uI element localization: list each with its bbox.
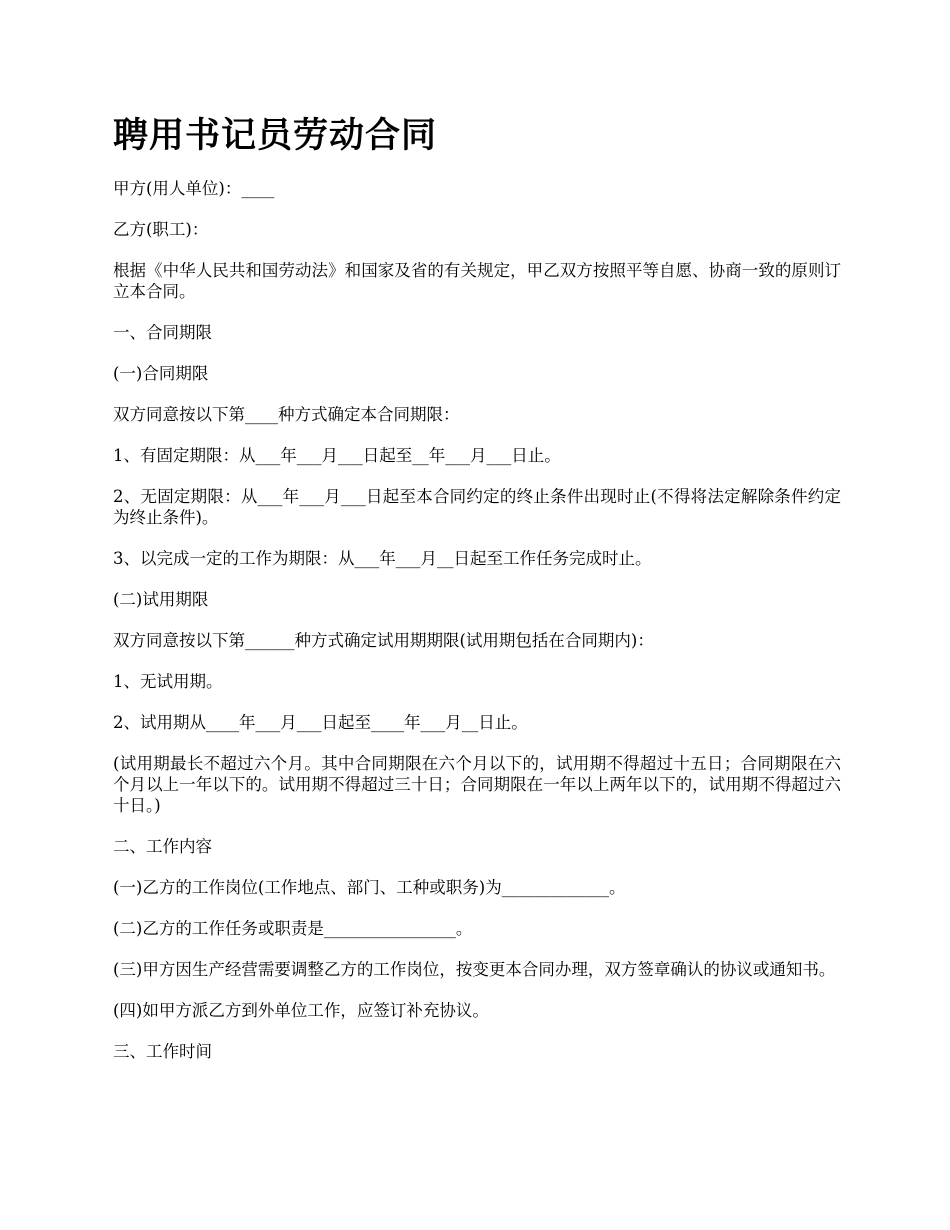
no-probation-option: 1、无试用期。: [113, 672, 223, 691]
section-heading-contract-term: 一、合同期限: [113, 323, 212, 342]
probation-period-option: 2、试用期从____年___月___日起至____年___月__日止。: [113, 713, 528, 732]
external-assignment-line: (四)如甲方派乙方到外单位工作，应签订补充协议。: [113, 1001, 489, 1020]
preamble-paragraph: 根据《中华人民共和国劳动法》和国家及省的有关规定，甲乙双方按照平等自愿、协商一致的原则订立本合同。: [113, 261, 841, 301]
task-based-term-option: 3、以完成一定的工作为期限：从___年___月__日起至工作任务完成时止。: [113, 549, 652, 568]
fixed-term-option: 1、有固定期限：从___年___月___日起至__年___月___日止。: [113, 446, 561, 465]
probation-method-line: 双方同意按以下第______种方式确定试用期期限(试用期包括在合同期内)：: [113, 631, 654, 650]
position-adjustment-paragraph: (三)甲方因生产经营需要调整乙方的工作岗位，按变更本合同办理，双方签章确认的协议或通知书。: [113, 960, 836, 979]
open-ended-term-option: 2、无固定期限：从___年___月___日起至本合同约定的终止条件出现时止(不得将法定解除条件约定为终止条件)。: [113, 487, 841, 527]
document-title: 聘用书记员劳动合同: [113, 115, 438, 156]
probation-note-paragraph: (试用期最长不超过六个月。其中合同期限在六个月以下的，试用期不得超过十五日；合同期限在六个月以上一年以下的。试用期不得超过三十日；合同期限在一年以上两年以下的，试用期不得超过六十日。): [113, 754, 841, 815]
work-duties-line: (二)乙方的工作任务或职责是________________。: [113, 919, 473, 938]
section-heading-work-content: 二、工作内容: [113, 837, 212, 856]
contract-term-method-line: 双方同意按以下第____种方式确定本合同期限：: [113, 405, 460, 424]
subsection-heading-probation: (二)试用期限: [113, 590, 209, 609]
party-b-line: 乙方(职工)：: [113, 220, 209, 239]
subsection-heading-contract-term: (一)合同期限: [113, 364, 209, 383]
document-page: [113, 112, 841, 1082]
party-a-line: 甲方(用人单位)：____: [113, 179, 275, 198]
section-heading-working-hours: 三、工作时间: [113, 1042, 212, 1061]
work-position-line: (一)乙方的工作岗位(工作地点、部门、工种或职务)为_____________。: [113, 878, 626, 897]
